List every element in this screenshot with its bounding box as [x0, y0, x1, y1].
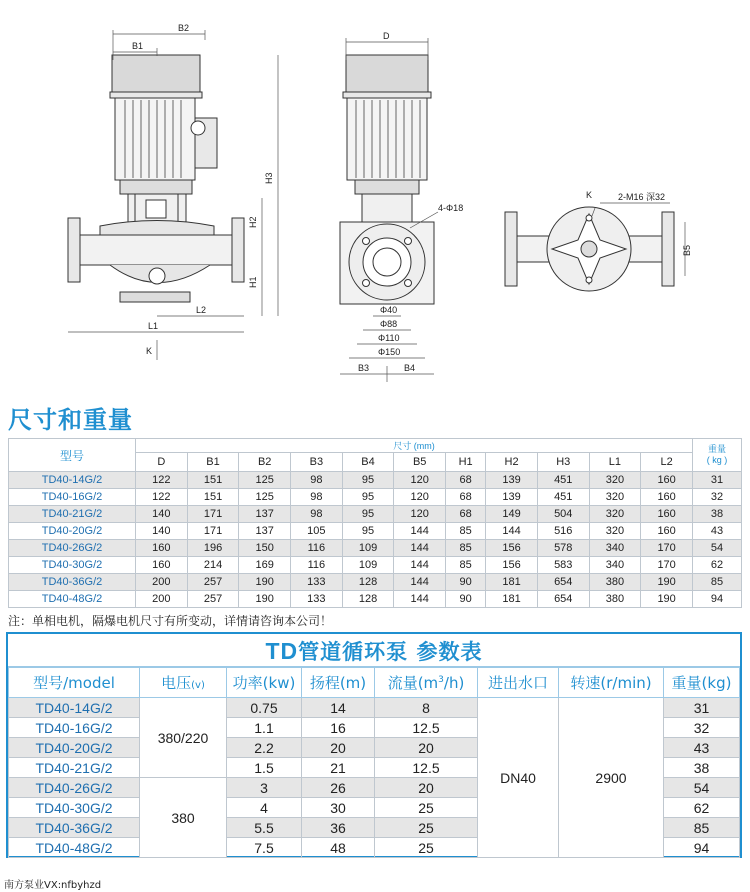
dimension-cell: 120: [394, 506, 446, 523]
dimension-cell: 98: [291, 489, 343, 506]
header-flow-label: 流量(m: [387, 674, 439, 692]
table-row: [9, 540, 742, 557]
weight-header: [693, 439, 742, 472]
dim-column-l1: L1: [589, 453, 641, 472]
weight-cell: 31: [664, 698, 740, 718]
dim-label-b3: B3: [358, 363, 370, 373]
weight-header-label: 重量: [707, 444, 726, 454]
port-cell: DN40: [478, 698, 559, 858]
table-row: [9, 698, 740, 718]
dimension-cell: 139: [486, 472, 538, 489]
dimension-cell: 451: [537, 472, 589, 489]
dim-label-phi150: Φ150: [378, 347, 401, 357]
dimension-cell: 144: [486, 523, 538, 540]
header-flow-sup: 3: [438, 675, 444, 685]
flow-cell: 8: [375, 698, 478, 718]
power-cell: 4: [227, 798, 302, 818]
dimension-cell: 171: [187, 506, 239, 523]
weight-cell: 32: [693, 489, 742, 506]
header-model: 型号/model: [9, 668, 140, 698]
power-cell: 3: [227, 778, 302, 798]
dim-column-b3: B3: [291, 453, 343, 472]
dimension-cell: 320: [589, 523, 641, 540]
model-cell: TD40-36G/2: [9, 818, 140, 838]
dimension-cell: 190: [239, 591, 291, 608]
dimension-cell: 95: [342, 489, 394, 506]
dim-label-h2: H2: [248, 216, 258, 228]
dimension-unit-header: 尺寸 (mm): [136, 439, 693, 453]
dim-label-h1: H1: [248, 276, 258, 288]
weight-cell: 54: [693, 540, 742, 557]
table-row: [9, 557, 742, 574]
model-cell: TD40-48G/2: [9, 838, 140, 858]
head-cell: 16: [302, 718, 375, 738]
voltage-cell: 380: [140, 778, 227, 858]
flow-cell: 25: [375, 818, 478, 838]
dimension-cell: 151: [187, 489, 239, 506]
dimension-cell: 144: [394, 557, 446, 574]
note-text: 注：单相电机，隔爆电机尺寸有所变动，详情请咨询本公司！: [8, 614, 333, 628]
dim-column-h2: H2: [486, 453, 538, 472]
front-view: [340, 38, 438, 382]
dimension-cell: 160: [136, 557, 188, 574]
dim-column-h3: H3: [537, 453, 589, 472]
header-flow-end: /h): [443, 674, 465, 692]
dimension-cell: 320: [589, 506, 641, 523]
dimension-cell: 451: [537, 489, 589, 506]
dimension-cell: 156: [486, 557, 538, 574]
dimension-cell: 137: [239, 523, 291, 540]
model-cell: TD40-21G/2: [9, 758, 140, 778]
section-title: 尺寸和重量: [8, 406, 133, 434]
dimension-cell: 340: [589, 540, 641, 557]
dimension-cell: 200: [136, 574, 188, 591]
dimension-cell: 160: [641, 523, 693, 540]
dim-label-bolt: 2-M16 深32: [618, 192, 666, 202]
model-cell: TD40-21G/2: [9, 506, 136, 523]
head-cell: 26: [302, 778, 375, 798]
dimension-cell: 137: [239, 506, 291, 523]
head-cell: 20: [302, 738, 375, 758]
dim-label-k-top: K: [586, 190, 593, 200]
dimension-cell: 98: [291, 506, 343, 523]
dimension-table-body: [9, 472, 742, 608]
dimension-cell: 151: [187, 472, 239, 489]
weight-cell: 62: [693, 557, 742, 574]
dimension-cell: 150: [239, 540, 291, 557]
dimension-cell: 120: [394, 489, 446, 506]
dimension-cell: 170: [641, 557, 693, 574]
dimension-cell: 122: [136, 489, 188, 506]
dim-label-l1: L1: [148, 321, 159, 331]
dimension-cell: 160: [136, 540, 188, 557]
weight-cell: 38: [664, 758, 740, 778]
head-cell: 36: [302, 818, 375, 838]
dimension-cell: 380: [589, 591, 641, 608]
weight-cell: 94: [693, 591, 742, 608]
dimension-cell: 654: [537, 574, 589, 591]
model-cell: TD40-14G/2: [9, 698, 140, 718]
dim-label-l2: L2: [196, 305, 207, 315]
title-rest: 管道循环泵 参数表: [298, 640, 483, 664]
model-cell: TD40-30G/2: [9, 557, 136, 574]
dimension-cell: 120: [394, 472, 446, 489]
header-head: 扬程(m): [302, 668, 375, 698]
dimension-cell: 68: [446, 472, 486, 489]
model-cell: TD40-26G/2: [9, 540, 136, 557]
dimension-cell: 320: [589, 472, 641, 489]
header-weight: 重量(kg): [664, 668, 740, 698]
dimension-cell: 116: [291, 540, 343, 557]
weight-cell: 43: [693, 523, 742, 540]
dimension-cell: 214: [187, 557, 239, 574]
weight-header-unit: ( kg ): [706, 455, 728, 465]
pump-dimension-drawing: [0, 0, 750, 395]
dimension-cell: 144: [394, 523, 446, 540]
weight-cell: 85: [693, 574, 742, 591]
dimension-cell: 128: [342, 591, 394, 608]
table-row: [9, 506, 742, 523]
head-cell: 14: [302, 698, 375, 718]
dimension-cell: 133: [291, 591, 343, 608]
flow-cell: 25: [375, 838, 478, 858]
dimension-cell: 144: [394, 591, 446, 608]
dim-column-b5: B5: [394, 453, 446, 472]
dim-label-b5: B5: [682, 244, 692, 256]
dimension-cell: 149: [486, 506, 538, 523]
footer-contact: 南方泵业VX:nfbyhzd: [4, 880, 102, 891]
dimension-cell: 144: [394, 540, 446, 557]
model-header: 型号: [9, 439, 136, 472]
dim-label-phi110: Φ110: [378, 333, 400, 343]
weight-cell: 43: [664, 738, 740, 758]
dimension-cell: 156: [486, 540, 538, 557]
dimension-cell: 516: [537, 523, 589, 540]
dimension-cell: 85: [446, 557, 486, 574]
dim-label-phi88: Φ88: [380, 319, 398, 329]
parameter-table: [8, 667, 740, 858]
dimension-cell: 68: [446, 506, 486, 523]
parameter-table-body: [9, 698, 740, 858]
dim-label-b2: B2: [178, 23, 190, 33]
dimension-cell: 171: [187, 523, 239, 540]
dimension-cell: 170: [641, 540, 693, 557]
model-cell: TD40-16G/2: [9, 718, 140, 738]
dim-label-k-side: K: [146, 346, 153, 356]
weight-cell: 31: [693, 472, 742, 489]
dim-label-phi40: Φ40: [380, 305, 398, 315]
model-cell: TD40-36G/2: [9, 574, 136, 591]
dimension-cell: 190: [641, 574, 693, 591]
dimension-cell: 139: [486, 489, 538, 506]
power-cell: 0.75: [227, 698, 302, 718]
table-row: [9, 591, 742, 608]
head-cell: 30: [302, 798, 375, 818]
dimension-cell: 169: [239, 557, 291, 574]
dimension-cell: 190: [239, 574, 291, 591]
flow-cell: 25: [375, 798, 478, 818]
header-voltage: [140, 668, 227, 698]
dim-label-b1: B1: [132, 41, 144, 51]
dimension-cell: 340: [589, 557, 641, 574]
model-cell: TD40-20G/2: [9, 738, 140, 758]
power-cell: 7.5: [227, 838, 302, 858]
dimension-cell: 90: [446, 591, 486, 608]
parameter-table-panel: [6, 632, 742, 858]
header-flow: [375, 668, 478, 698]
dimension-cell: 257: [187, 591, 239, 608]
dimension-cell: 654: [537, 591, 589, 608]
dimension-cell: 109: [342, 540, 394, 557]
dim-column-b1: B1: [187, 453, 239, 472]
dimension-cell: 140: [136, 523, 188, 540]
header-voltage-unit: (v): [191, 680, 205, 691]
dimension-cell: 320: [589, 489, 641, 506]
weight-cell: 38: [693, 506, 742, 523]
speed-cell: 2900: [559, 698, 664, 858]
dimension-cell: 125: [239, 489, 291, 506]
dimension-cell: 583: [537, 557, 589, 574]
head-cell: 21: [302, 758, 375, 778]
dim-label-b4: B4: [404, 363, 416, 373]
weight-cell: 62: [664, 798, 740, 818]
dim-column-d: D: [136, 453, 188, 472]
dimension-cell: 95: [342, 506, 394, 523]
dimension-cell: 109: [342, 557, 394, 574]
dimension-cell: 116: [291, 557, 343, 574]
model-cell: TD40-26G/2: [9, 778, 140, 798]
dim-label-d: D: [383, 31, 390, 41]
dim-label-h3: H3: [264, 172, 274, 184]
power-cell: 2.2: [227, 738, 302, 758]
dimension-cell: 95: [342, 523, 394, 540]
table-row: [9, 574, 742, 591]
table-row: [9, 472, 742, 489]
head-cell: 48: [302, 838, 375, 858]
dimension-cell: 380: [589, 574, 641, 591]
dim-label-holes: 4-Φ18: [438, 203, 464, 213]
weight-cell: 85: [664, 818, 740, 838]
parameter-table-title: [8, 634, 740, 667]
model-cell: TD40-20G/2: [9, 523, 136, 540]
dimension-cell: 144: [394, 574, 446, 591]
dimension-cell: 68: [446, 489, 486, 506]
dimension-cell: 95: [342, 472, 394, 489]
header-power: 功率(kw): [227, 668, 302, 698]
dimension-cell: 133: [291, 574, 343, 591]
dim-column-l2: L2: [641, 453, 693, 472]
dimension-cell: 257: [187, 574, 239, 591]
top-view: [505, 203, 685, 291]
dimension-cell: 181: [486, 591, 538, 608]
dimension-cell: 105: [291, 523, 343, 540]
weight-cell: 94: [664, 838, 740, 858]
dimension-cell: 85: [446, 523, 486, 540]
dimension-cell: 160: [641, 489, 693, 506]
dimension-weight-table: [8, 438, 742, 608]
dimension-cell: 90: [446, 574, 486, 591]
voltage-cell: 380/220: [140, 698, 227, 778]
title-prefix: TD: [265, 638, 299, 664]
dim-column-h1: H1: [446, 453, 486, 472]
header-speed: 转速(r/min): [559, 668, 664, 698]
power-cell: 5.5: [227, 818, 302, 838]
weight-cell: 32: [664, 718, 740, 738]
dimension-cell: 160: [641, 506, 693, 523]
model-cell: TD40-30G/2: [9, 798, 140, 818]
dimension-cell: 181: [486, 574, 538, 591]
dimension-cell: 85: [446, 540, 486, 557]
dimension-cell: 140: [136, 506, 188, 523]
flow-cell: 12.5: [375, 758, 478, 778]
model-cell: TD40-14G/2: [9, 472, 136, 489]
model-cell: TD40-48G/2: [9, 591, 136, 608]
dimension-cell: 125: [239, 472, 291, 489]
table-row: [9, 489, 742, 506]
dimension-cell: 196: [187, 540, 239, 557]
dimension-cell: 128: [342, 574, 394, 591]
power-cell: 1.1: [227, 718, 302, 738]
dimension-cell: 160: [641, 472, 693, 489]
power-cell: 1.5: [227, 758, 302, 778]
dimension-cell: 504: [537, 506, 589, 523]
header-port: 进出水口: [478, 668, 559, 698]
dimension-cell: 98: [291, 472, 343, 489]
flow-cell: 12.5: [375, 718, 478, 738]
flow-cell: 20: [375, 778, 478, 798]
dimension-cell: 578: [537, 540, 589, 557]
header-voltage-label: 电压: [161, 674, 192, 692]
table-row: [9, 523, 742, 540]
side-view: [68, 30, 278, 360]
dimension-cell: 190: [641, 591, 693, 608]
dimension-cell: 122: [136, 472, 188, 489]
dim-column-b2: B2: [239, 453, 291, 472]
flow-cell: 20: [375, 738, 478, 758]
dimension-cell: 200: [136, 591, 188, 608]
dim-column-b4: B4: [342, 453, 394, 472]
weight-cell: 54: [664, 778, 740, 798]
model-cell: TD40-16G/2: [9, 489, 136, 506]
